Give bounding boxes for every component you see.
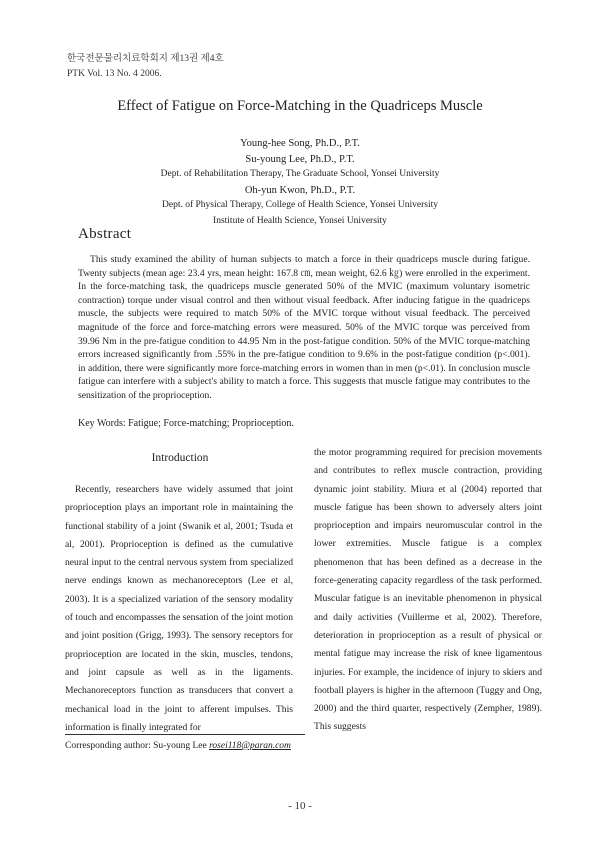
introduction-paragraph-right: the motor programming required for precision movements and contributes to reflex muscle contraction, providing dynamic joint stability. Miura et al (2004) reported that muscle fatigue has been shown to adversely alters joint proprioception and impairs neuromuscular control in the lower extremities. Muscle fatigue is a complex phenomenon that has been defined as a decrease in the force-generating capacity regardless of the task performed. Muscular fatigue is an inevitable phenomenon in physical and daily activities (Vuillerme et al, 2002). Therefore, deterioration in proprioception as a result of physical or mental fatigue may increase the risk of knee ligamentous injuries. For example, the incidence of injury to skiers and football players is higher in the afternoon (Tuggy and Ong, 2000) and the third quarter, respectively (Zempher, 1989). This suggests: [314, 447, 542, 733]
author-3: Oh-yun Kwon, Ph.D., P.T.: [244, 184, 356, 196]
affiliation-1: Dept. of Rehabilitation Therapy, The Graduate School, Yonsei University: [160, 169, 440, 179]
keywords: Key Words: Fatigue; Force-matching; Proprioception.: [78, 418, 294, 429]
journal-volume: PTK Vol. 13 No. 4 2006.: [67, 69, 162, 79]
corresponding-email-link[interactable]: rosei118@paran.com: [209, 741, 291, 751]
introduction-paragraph-left: Recently, researchers have widely assumed that joint proprioception plays an important role in maintaining the functional stability of a joint (Swanik et al, 2001; Tsuda et al, 2001). Proprioception is defined as the cumulative neural input to the central nervous system from specialized nerve endings known as mechanoreceptors (Lee et al, 2003). It is a specialized variation of the sensory modality of touch and encompasses the sensation of the joint motion and joint position (Grigg, 1993). The sensory receptors for proprioception are located in the skin, muscles, tendons, and joint capsule as well as in the ligaments. Mechanoreceptors function as transducers that convert a mechanical load in the joint to afferent impulses. This information is finally integrated for: [65, 484, 293, 733]
author-block: [0, 136, 600, 229]
abstract-text: This study examined the ability of human subjects to match a force in their quadriceps muscle during fatigue. Twenty subjects (mean age: 23.4 yrs, mean height: 167.8 ㎝, mean weight, 62.6 ㎏) were enrolled in the experiment. In the force-matching task, the quadriceps muscle generated 50% of the MVIC (maximum voluntary isometric contraction) torque under visual control and then without visual feedback. After inducing fatigue in the quadriceps muscle, the subjects were required to match 50% of the MVIC torque without visual feedback. The perceived magnitude of the force and force-matching errors were measured. 50% of the MVIC torque was perceived from 39.96 Nm in the pre-fatigue condition to 44.95 Nm in the post-fatigue condition. 50% of the MVIC torque-matching errors increased significantly from .55% in the pre-fatigue condition to 9.6% in the post-fatigue condition (p<.001). in addition, there were significantly more force-matching errors in women than in men (p<.01). In conclusion muscle fatigue can interfere with a subject's ability to match a force. This suggests that muscle fatigue may contributes to the sensitization of the proprioception.: [78, 254, 530, 401]
journal-header: [67, 52, 224, 82]
footnote-label: Corresponding author: Su-young Lee: [65, 741, 207, 751]
affiliation-2: Dept. of Physical Therapy, College of Health Science, Yonsei University: [162, 200, 438, 210]
affiliation-3: Institute of Health Science, Yonsei University: [213, 215, 387, 226]
body-column-right: [314, 444, 542, 737]
journal-name-korean: 한국전문물리치료학회지 제13권 제4호: [67, 54, 224, 64]
body-column-left: [65, 481, 293, 737]
page-number: - 10 -: [288, 800, 312, 812]
paper-title: Effect of Fatigue on Force-Matching in the Quadriceps Muscle: [117, 98, 483, 114]
footnote: [65, 741, 291, 751]
abstract-heading: Abstract: [78, 226, 132, 242]
author-1: Young-hee Song, Ph.D., P.T.: [240, 138, 360, 149]
introduction-heading: Introduction: [151, 452, 209, 464]
author-2: Su-young Lee, Ph.D., P.T.: [245, 153, 355, 165]
footnote-divider: [65, 734, 305, 735]
abstract-body: [78, 253, 530, 403]
